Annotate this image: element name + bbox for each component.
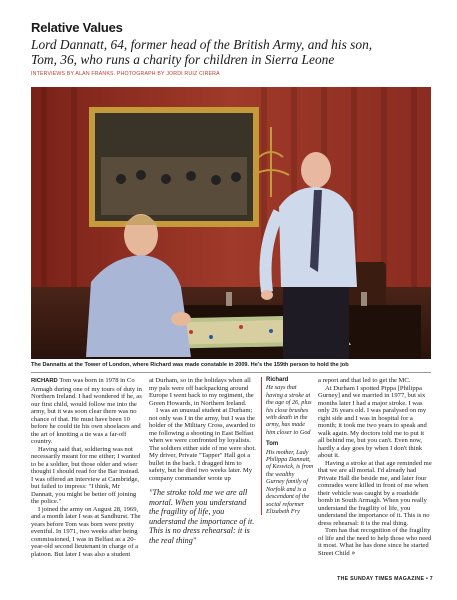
paragraph: I was an unusual student at Durham; not only was I in the army, but I was the holder of the Military Cross, awarded to me following a shooting in East Belfast when we were confronted by loyalists. The soldiers either side of me were shot. My driver, Private "Tapper" Hall got a bullet in the back. I dragged him to safety, but he died two weeks later. My company commander wrote up: [149, 407, 256, 482]
article-column-2: [149, 377, 259, 482]
headline-text-1: , 64, former head of the British Army, and his son,: [103, 37, 373, 52]
paragraph: at Durham, so in the holidays when all my pals were off backpacking around Europe I went back to my regiment, the Green Howards, in Northern Ireland.: [149, 377, 254, 407]
paragraph: Having a stroke at that age reminded me that we are all mortal. I'd already had Private Hall die beside me, and later four comrades were killed in front of me when their vehicle was caught by a roadside bomb in South Armagh. When you really understand the fragility of life, you understand the importance of it. This is no dress rehearsal: it is the real thing.: [318, 459, 432, 527]
headline-name-2: Tom: [31, 52, 54, 67]
headline-name-1: Lord Dannatt: [31, 37, 104, 52]
paragraph: Having said that, soldiering was not necessarily meant for me either; I wanted to be a soldier, but those older and wiser thought I should read for the Bar instead. I was offered an interview at Cambridge, but failed to impress: "I think, Mr Dannatt, you might be better off joining the police.": [31, 445, 141, 505]
headline: [31, 37, 431, 67]
photo-caption: The Dannatts at the Tower of London, where Richard was made constable in 2009. He's the 159th person to hold the job: [31, 362, 349, 368]
article-column-4: [318, 377, 432, 557]
paragraph-text: Tom was born in 1978 in Co Armagh during one of my tours of duty in Northern Ireland. I had wondered if he, as our first child, would follow me into the army, but it was soon clear there was no chance of that. He must have been 10 before he could tie his own shoelaces and the art of knotting a tie was a far-off country.: [31, 377, 142, 445]
profile-sidebar: [261, 377, 314, 515]
sidebar-name-richard: Richard: [266, 377, 289, 383]
sidebar-name-tom: Tom: [266, 441, 279, 448]
byline: INTERVIEWS BY ALAN FRANKS. PHOTOGRAPH BY JORDI RUIZ CIRERA: [31, 71, 220, 77]
speaker-label: RICHARD: [31, 378, 58, 384]
paragraph: [31, 377, 143, 446]
page-footer: THE SUNDAY TIMES MAGAZINE • 7: [337, 576, 433, 582]
pull-quote: "The stroke told me we are all mortal. When you understand the fragility of life, you understand the importance of it. This is no dress rehearsal: it is the real thing": [149, 488, 255, 545]
headline-text-2: , 36, who runs a charity for children in Sierra Leone: [53, 52, 335, 67]
feature-photo: [31, 87, 431, 359]
paragraph: At Durham I spotted Pippa [Philippa Gurney] and we married in 1977, but six months later I had a major stroke. I was only 26 years old. I was paralysed on my right side and I was in hospital for a month; it took me two years to speak and walk again. My doctors told me to put it all behind me, but you can't. Even now, hardly a day goes by when I don't think about it.: [318, 384, 427, 459]
paragraph: [318, 527, 432, 557]
paragraph: a report and that led to get the MC.: [318, 377, 411, 384]
sidebar-text-richard: He says that having a stroke at the age of 26, plus his close brushes with death in the army, has made him closer to God: [266, 384, 312, 436]
section-title: Relative Values: [31, 20, 123, 35]
caption-divider: [31, 372, 431, 373]
continue-arrow-icon: »: [351, 548, 356, 557]
paragraph-text: Tom has that recognition of the fragility of life and the need to help those who need it most. What he has done since he started Street Child: [318, 527, 432, 557]
paragraph: I joined the army on August 28, 1969, and a month later I was at Sandhurst. The years before Tom was born were pretty eventful. In 1971, two weeks after being commissioned, I was in Belfast as a 20-year-old second lieutenant in charge of a platoon. But later I was also a student: [31, 505, 141, 558]
sidebar-text-tom: His mother, Lady Philippa Dannatt, of Keswick, is from the wealthy Gurney family of Norfolk and is a descendant of the social reformer Elizabeth Fry: [266, 448, 314, 515]
article-column-1: [31, 377, 143, 558]
